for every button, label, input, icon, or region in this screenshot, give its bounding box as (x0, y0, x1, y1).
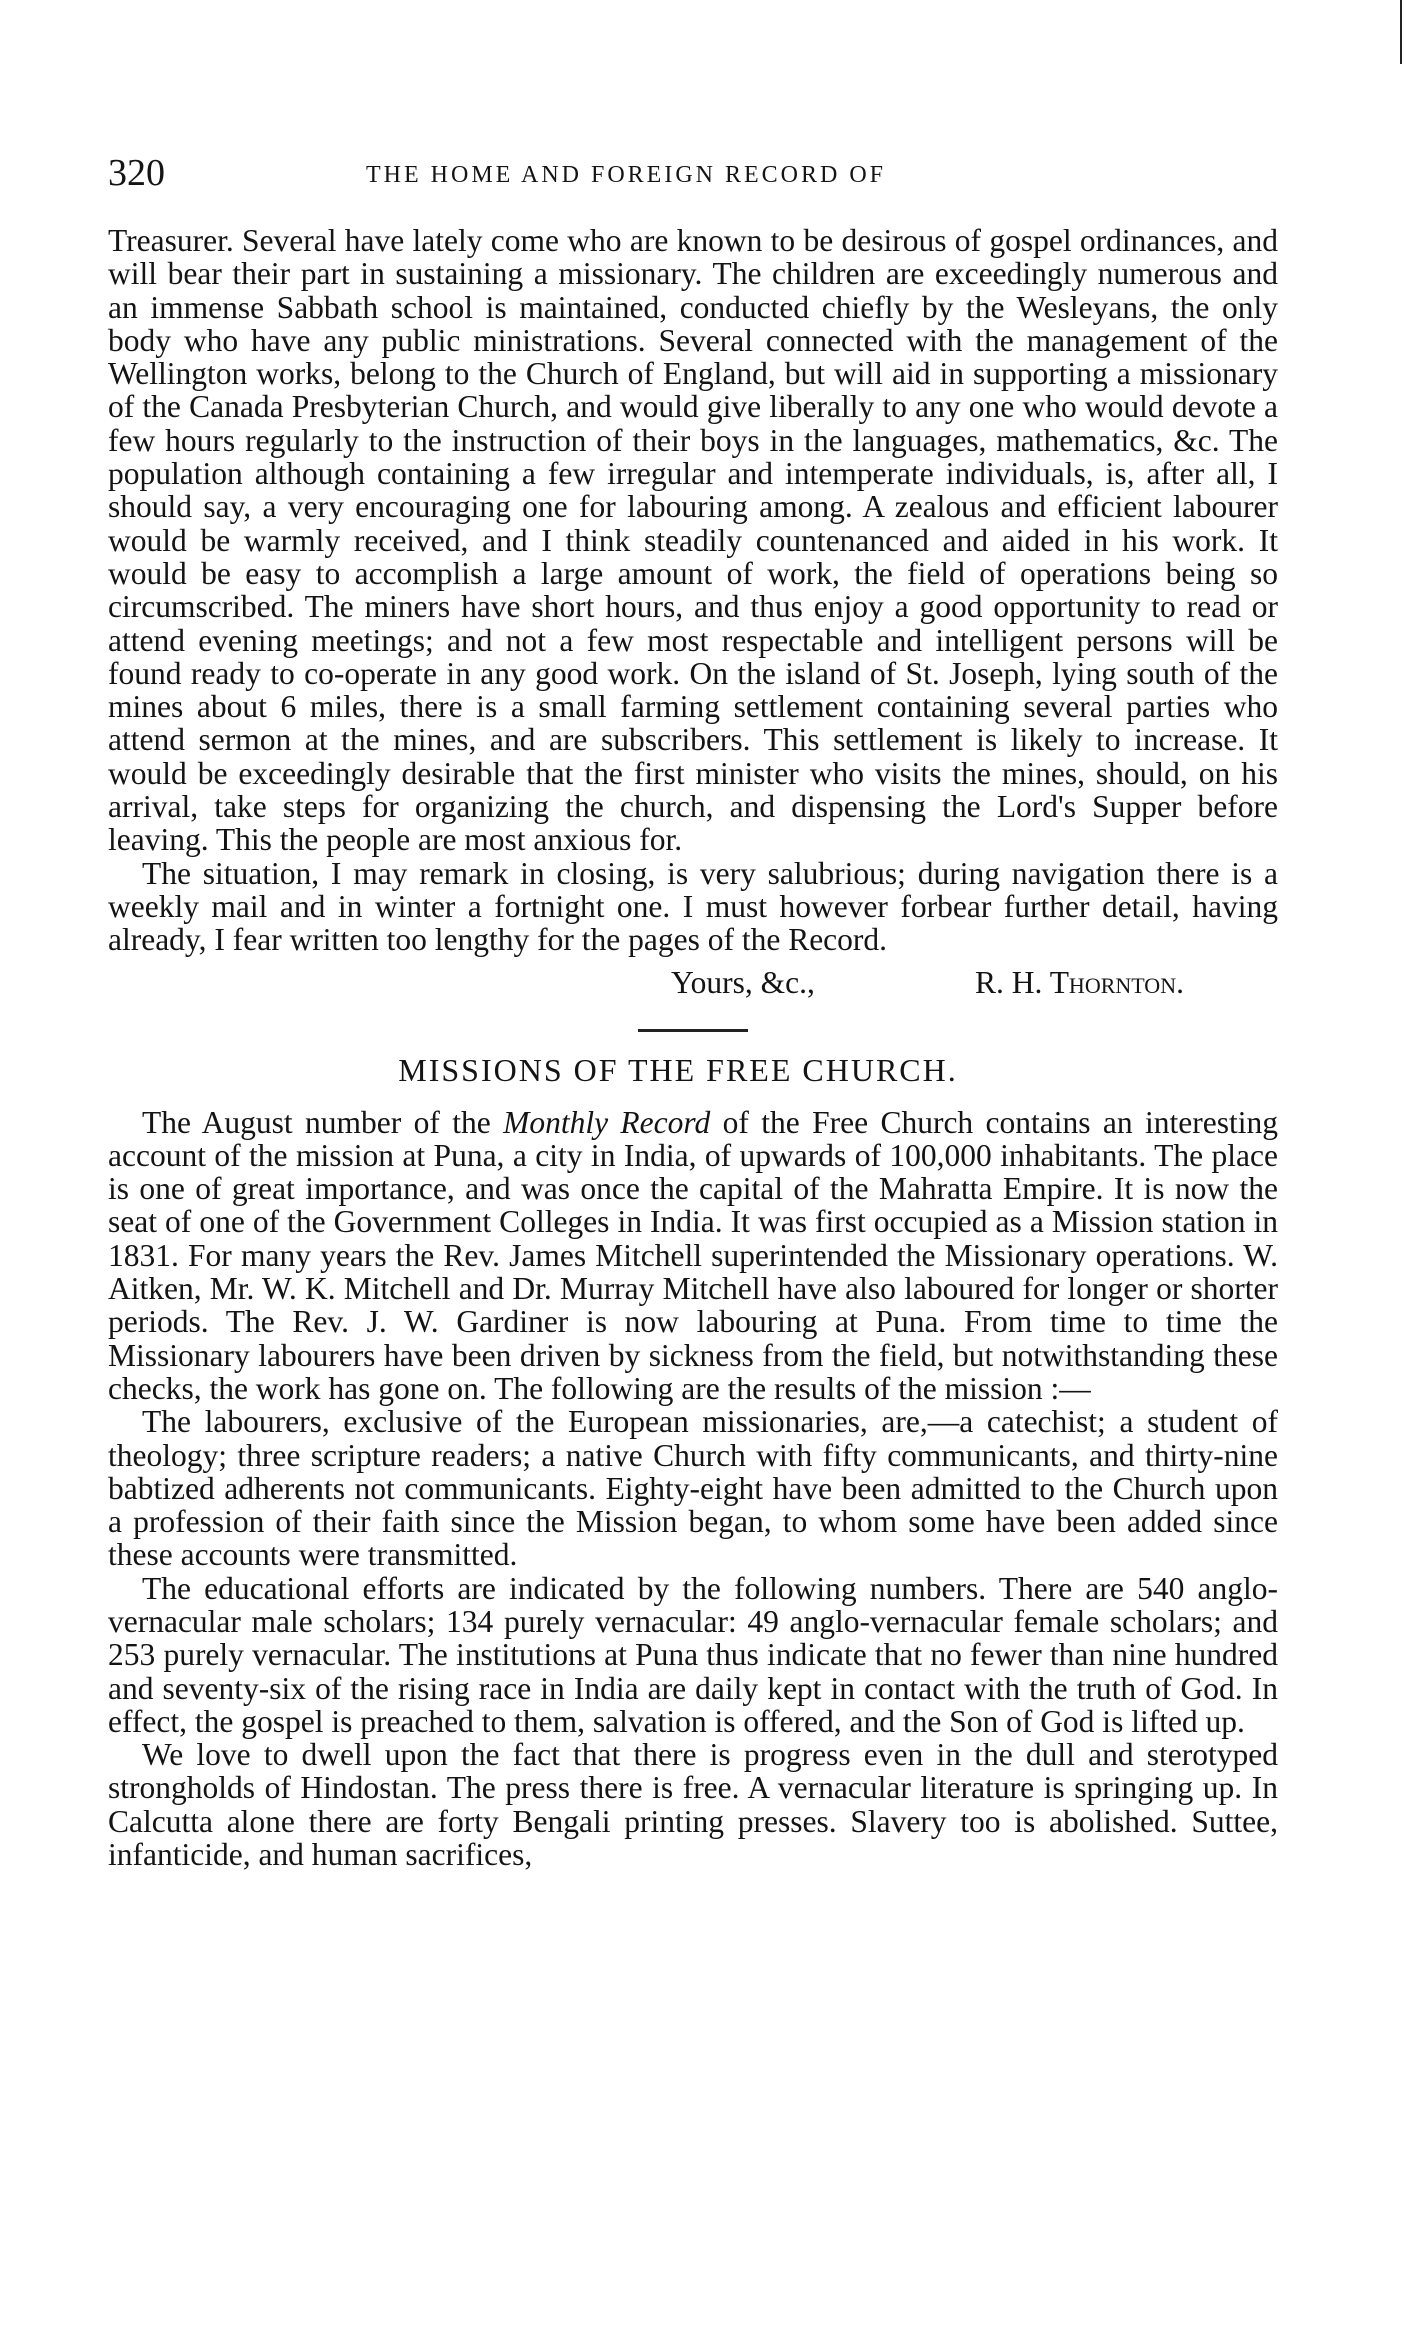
page-number: 320 (108, 152, 165, 194)
section-paragraph-1-start: The August number of the (142, 1104, 504, 1140)
letter-closing: Yours, &c., (671, 964, 815, 1000)
letter-signoff (108, 963, 1278, 1009)
article-body (108, 224, 1278, 1871)
section-paragraph-1-rest: of the Free Church contains an interesting account of the mission at Puna, a city in India, of upwards of 100,000 inhabitants. The place is one of great importance, and was once the capital of the Mahratta Empire. It is now the seat of one of the Government Colleges in India. It was first occupied as a Mission station in 1831. For many years the Rev. James Mitchell superintended the Missionary operations. W. Aitken, Mr. W. K. Mitchell and Dr. Murray Mitchell have also laboured for longer or shorter periods. The Rev. J. W. Gardiner is now labouring at Puna. From time to time the Missionary labourers have been driven by sickness from the field, but notwithstanding these checks, the work has gone on. The following are the results of the mission :— (108, 1104, 1278, 1406)
page (108, 150, 1278, 1871)
monthly-record-title: Monthly Record (503, 1104, 711, 1140)
section-paragraph-4: We love to dwell upon the fact that there is progress even in the dull and sterotyped strongholds of Hindostan. The press there is free. A vernacular literature is springing up. In Calcutta alone there are forty Bengali printing presses. Slavery too is abolished. Suttee, infanticide, and human sacrifices, (108, 1737, 1278, 1873)
section-divider (638, 1029, 748, 1032)
running-title: THE HOME AND FOREIGN RECORD OF (366, 162, 887, 188)
running-head (108, 150, 1278, 200)
section-paragraph-3: The educational efforts are indicated by the following numbers. There are 540 anglo-vernacular male scholars; 134 purely vernacular: 49 anglo-vernacular female scholars; and 253 purely vernacular. The institutions at Puna thus indicate that no fewer than nine hundred and seventy-six of the rising race in India are daily kept in contact with the truth of God. In effect, the gospel is preached to them, salvation is offered, and the Son of God is lifted up. (108, 1570, 1278, 1739)
section-paragraph-2: The labourers, exclusive of the European missionaries, are,—a catechist; a student of theology; three scripture readers; a native Church with fifty communicants, and thirty-nine babtized adherents not communicants. Eighty-eight have been admitted to the Church upon a profession of their faith since the Mission began, to whom some have been added since these accounts were transmitted. (108, 1404, 1278, 1573)
section-paragraph-1 (108, 1106, 1278, 1406)
letter-signature: R. H. Thornton. (975, 964, 1184, 1000)
letter-paragraph-1: Treasurer. Several have lately come who are known to be desirous of gospel ordinances, and will bear their part in sustaining a missionary. The children are exceedingly numerous and an immense Sabbath school is maintained, conducted chiefly by the Wesleyans, the only body who have any public ministrations. Several connected with the management of the Wellington works, belong to the Church of England, but will aid in supporting a missionary of the Canada Presbyterian Church, and would give liberally to any one who would devote a few hours regularly to the instruction of their boys in the languages, mathematics, &c. The population although containing a few irregular and intemperate individuals, is, after all, I should say, a very encouraging one for labouring among. A zealous and efficient labourer would be warmly received, and I think steadily countenanced and aided in his work. It would be easy to accomplish a large amount of work, the field of operations being so circumscribed. The miners have short hours, and thus enjoy a good opportunity to read or attend evening meetings; and not a few most respectable and intelligent persons will be found ready to co-operate in any good work. On the island of St. Joseph, lying south of the mines about 6 miles, there is a small farming settlement containing several parties who attend sermon at the mines, and are subscribers. This settlement is likely to increase. It would be exceedingly desirable that the first minister who visits the mines, should, on his arrival, take steps for organizing the church, and dispensing the Lord's Supper before leaving. This the people are most anxious for. (108, 223, 1278, 858)
margin-rule (1400, 0, 1402, 64)
letter-paragraph-2: The situation, I may remark in closing, is very salubrious; during navigation there is a weekly mail and in winter a fortnight one. I must however forbear further detail, having already, I fear written too lengthy for the pages of the Record. (108, 855, 1278, 958)
section-heading: MISSIONS OF THE FREE CHURCH. (398, 1051, 958, 1088)
